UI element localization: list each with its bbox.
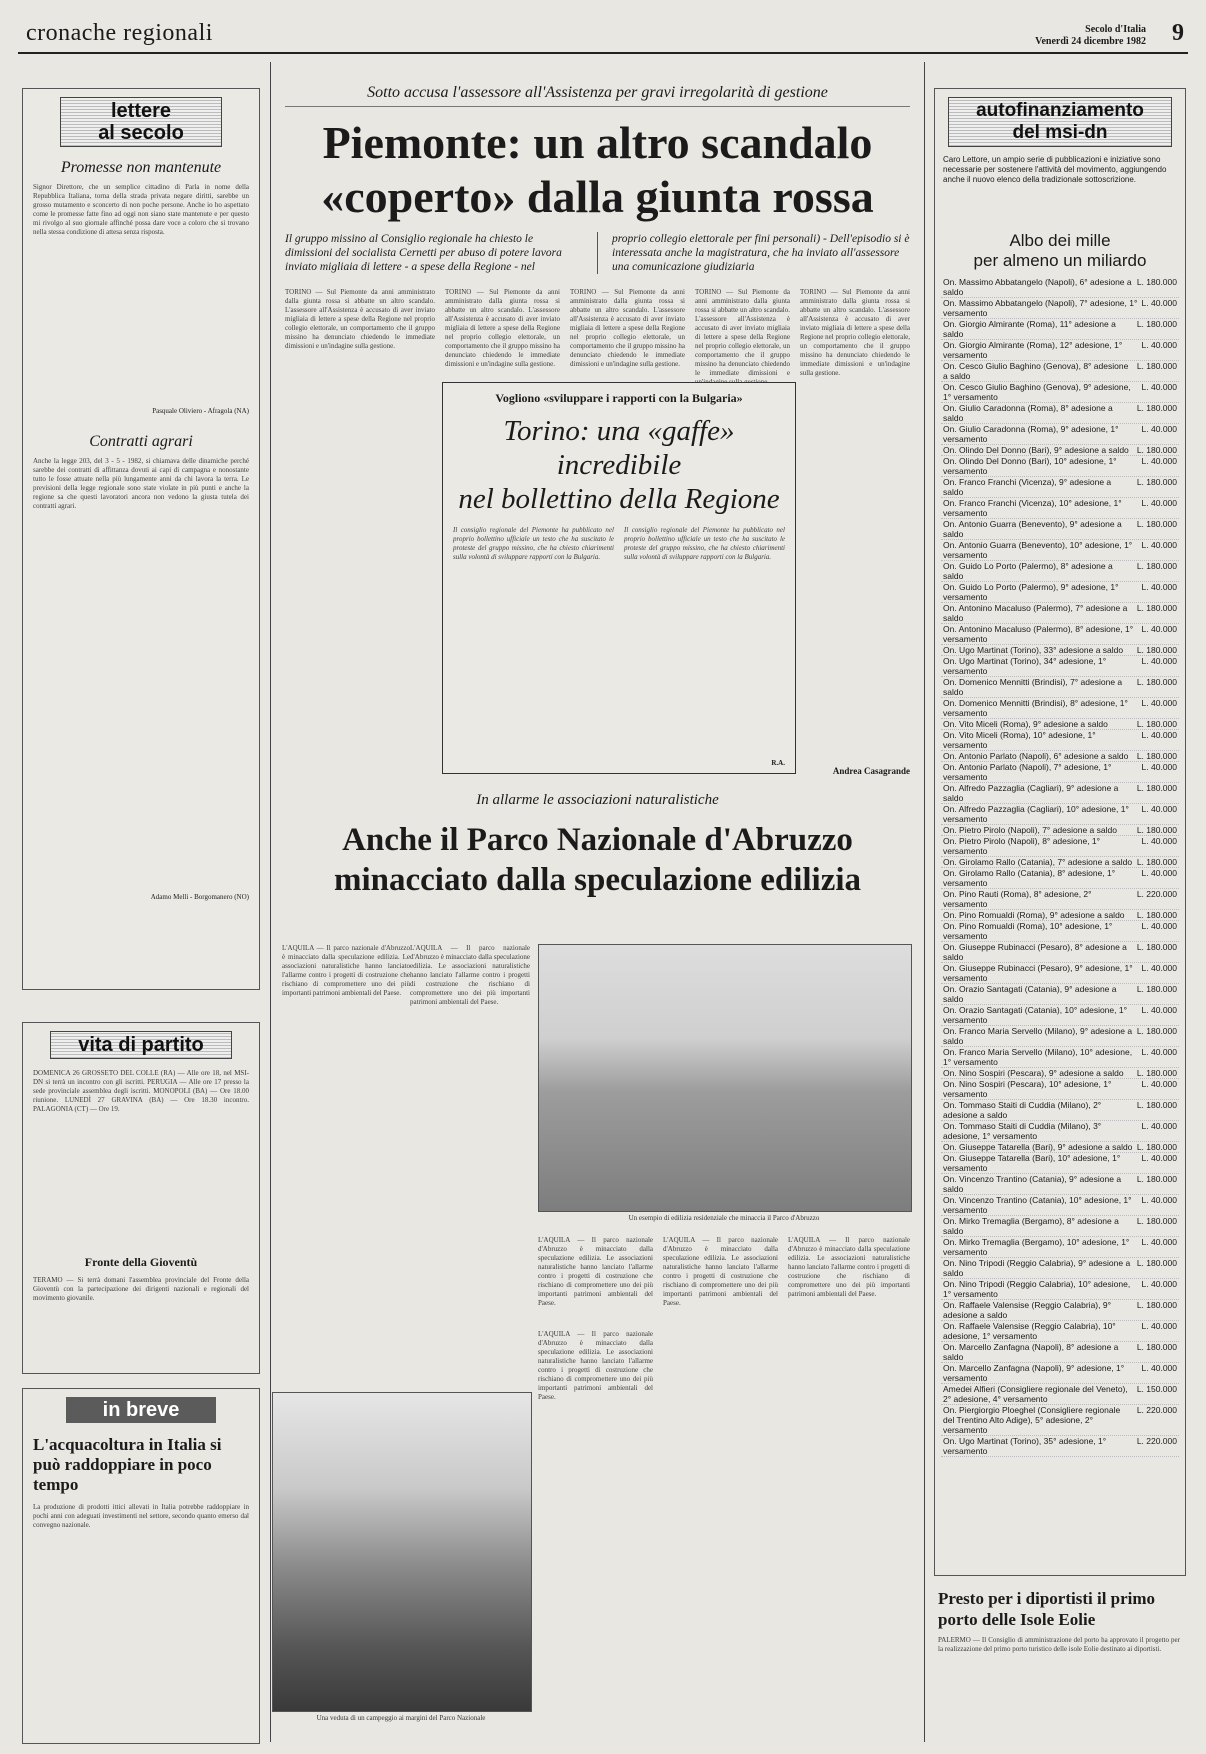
donor-name: On. Cesco Giulio Baghino (Genova), 9° adesione, 1° versamento: [943, 382, 1131, 402]
donor-row: [941, 1121, 1179, 1142]
main-headline-line1: Piemonte: un altro scandalo: [322, 117, 873, 168]
parco-col1: L'AQUILA — Il parco nazionale d'Abruzzo è minacciato dalla speculazione edilizia. Le associazioni naturalistiche hanno lanciato l'allarme contro i progetti di costruzione che rischiano di compromettere uno dei più importanti patrimoni ambientali del Paese.: [282, 944, 410, 997]
donor-row: [941, 857, 1179, 868]
donor-name: On. Olindo Del Donno (Bari), 10° adesione, 1° versamento: [943, 456, 1117, 476]
bulgaria-body-wrap: [443, 516, 795, 776]
donor-name: On. Vincenzo Trantino (Catania), 9° adesione a saldo: [943, 1174, 1122, 1194]
donor-name: On. Marcello Zanfagna (Napoli), 9° adesione, 1° versamento: [943, 1363, 1125, 1383]
main-summary-left: Il gruppo missino al Consiglio regionale ha chiesto le dimissioni del socialista Cernetti per abuso di potere lavora inviato migliaia di lettere - a spese della Regione - nel: [285, 233, 562, 273]
column-divider-left: [270, 62, 271, 1742]
donor-name: On. Giorgio Almirante (Roma), 11° adesione a saldo: [943, 319, 1116, 339]
donor-row: [941, 1047, 1179, 1068]
letter1-title: Promesse non mantenute: [60, 159, 222, 176]
donor-row: [941, 361, 1179, 382]
donor-amount: L. 180.000: [1136, 319, 1177, 329]
self-financing-section: [934, 88, 1186, 1576]
donor-amount: L. 180.000: [1136, 403, 1177, 413]
donor-amount: L. 40.000: [1141, 762, 1177, 772]
donor-row: [941, 477, 1179, 498]
parco-photo-mountains: [272, 1392, 532, 1712]
letters-header: [60, 97, 222, 147]
donor-name: On. Orazio Santagati (Catania), 10° adesione, 1° versamento: [943, 1005, 1127, 1025]
donor-row: [941, 1384, 1179, 1405]
donor-name: On. Guido Lo Porto (Palermo), 9° adesione, 1° versamento: [943, 582, 1119, 602]
donor-row: [941, 1321, 1179, 1342]
donor-name: On. Nino Tripodi (Reggio Calabria), 9° adesione a saldo: [943, 1258, 1131, 1278]
parco-headline-line1: Anche il Parco Nazionale d'Abruzzo: [342, 822, 853, 858]
donor-amount: L. 180.000: [1136, 361, 1177, 371]
donor-name: On. Ugo Martinat (Torino), 33° adesione a saldo: [943, 645, 1124, 655]
donor-row: [941, 1174, 1179, 1195]
donor-amount: L. 180.000: [1136, 1142, 1177, 1152]
donor-amount: L. 40.000: [1141, 1363, 1177, 1373]
letter2-body: Anche la legge 203, del 3 - 5 - 1982, si chiamava delle dinamiche perché sarebbe dei contratti di affittanza dovuti ai capi di campagna e nonostante tutto le fosse attuate nella più lungamente anni da chi lavora la terra. Le previsioni della legge regionale sono state violate in più punti e anche la regione sa che questi lavoratori ancora non vedono la giusta tutela dei contratti agrari.: [33, 457, 249, 510]
donor-row: [941, 751, 1179, 762]
donor-amount: L. 180.000: [1136, 645, 1177, 655]
donor-name: On. Giuseppe Tatarella (Bari), 9° adesione a saldo: [943, 1142, 1133, 1152]
parco-col6: L'AQUILA — Il parco nazionale d'Abruzzo è minacciato dalla speculazione edilizia. Le associazioni naturalistiche hanno lanciato l'allarme contro i progetti di costruzione che rischiano di compromettere uno dei più importanti patrimoni ambientali del Paese.: [538, 1330, 653, 1401]
donor-amount: L. 180.000: [1136, 1258, 1177, 1268]
donor-name: On. Marcello Zanfagna (Napoli), 8° adesione a saldo: [943, 1342, 1119, 1362]
parco-col3: L'AQUILA — Il parco nazionale d'Abruzzo è minacciato dalla speculazione edilizia. Le associazioni naturalistiche hanno lanciato l'allarme contro i progetti di costruzione che rischiano di compromettere uno dei più importanti patrimoni ambientali del Paese.: [538, 1236, 653, 1307]
donor-name: On. Pino Rauti (Roma), 8° adesione, 2° versamento: [943, 889, 1092, 909]
bulgaria-signature: R.A.: [771, 759, 785, 767]
parco-col5: L'AQUILA — Il parco nazionale d'Abruzzo è minacciato dalla speculazione edilizia. Le associazioni naturalistiche hanno lanciato l'allarme contro i progetti di costruzione che rischiano di compromettere uno dei più importanti patrimoni ambientali del Paese.: [788, 1236, 910, 1298]
donor-name: On. Vito Miceli (Roma), 10° adesione, 1° versamento: [943, 730, 1096, 750]
donor-row: [941, 403, 1179, 424]
donor-amount: L. 40.000: [1141, 1005, 1177, 1015]
donor-row: [941, 1405, 1179, 1436]
albo-title-line2: per almeno un miliardo: [973, 251, 1147, 270]
donor-amount: L. 180.000: [1136, 1100, 1177, 1110]
donor-row: [941, 1237, 1179, 1258]
donor-name: On. Cesco Giulio Baghino (Genova), 8° adesione a saldo: [943, 361, 1129, 381]
letter1-signature: Pasquale Oliviero - Afragola (NA): [152, 407, 249, 415]
donor-row: [941, 698, 1179, 719]
donor-row: [941, 889, 1179, 910]
donor-name: On. Piergiorgio Ploeghel (Consigliere regionale del Trentino Alto Adige), 5° adesione, 2° versamento: [943, 1405, 1121, 1435]
masthead-info: [1035, 24, 1146, 48]
page-number: 9: [1172, 20, 1184, 46]
donor-row: [941, 645, 1179, 656]
donor-row: [941, 730, 1179, 751]
donor-amount: L. 220.000: [1136, 1405, 1177, 1415]
donor-row: [941, 762, 1179, 783]
donor-row: [941, 582, 1179, 603]
donor-amount: L. 180.000: [1136, 677, 1177, 687]
bulgaria-body-col2: Il consiglio regionale del Piemonte ha pubblicato nel proprio bollettino ufficiale un testo che ha suscitato le proteste del gruppo missino, che ha chiesto chiarimenti sulla volontà di sviluppare rapporti con la Bulgaria.: [624, 526, 785, 561]
donor-row: [941, 1363, 1179, 1384]
donor-name: On. Orazio Santagati (Catania), 9° adesione a saldo: [943, 984, 1117, 1004]
donor-name: On. Vito Miceli (Roma), 9° adesione a saldo: [943, 719, 1108, 729]
donor-name: On. Franco Maria Servello (Milano), 9° adesione a saldo: [943, 1026, 1133, 1046]
donor-name: Amedei Alfieri (Consigliere regionale del Veneto), 2° adesione, 4° versamento: [943, 1384, 1128, 1404]
donor-name: On. Nino Sospiri (Pescara), 10° adesione, 1° versamento: [943, 1079, 1112, 1099]
donor-name: On. Girolamo Rallo (Catania), 7° adesione a saldo: [943, 857, 1133, 867]
albo-title-line1: Albo dei mille: [1009, 231, 1111, 250]
donor-amount: L. 180.000: [1136, 910, 1177, 920]
donor-name: On. Giulio Caradonna (Roma), 8° adesione a saldo: [943, 403, 1113, 423]
main-article-signature: Andrea Casagrande: [832, 766, 910, 776]
donor-amount: L. 40.000: [1141, 1195, 1177, 1205]
donor-name: On. Nino Sospiri (Pescara), 9° adesione a saldo: [943, 1068, 1124, 1078]
donor-amount: L. 40.000: [1141, 804, 1177, 814]
donor-row: [941, 624, 1179, 645]
donor-amount: L. 180.000: [1136, 825, 1177, 835]
donor-name: On. Raffaele Valensise (Reggio Calabria), 9° adesione a saldo: [943, 1300, 1111, 1320]
donor-name: On. Giuseppe Tatarella (Bari), 10° adesione, 1° versamento: [943, 1153, 1121, 1173]
donor-row: [941, 319, 1179, 340]
news-brief-headline: L'acquacoltura in Italia si può raddoppiare in poco tempo: [33, 1435, 222, 1494]
donor-row: [941, 1195, 1179, 1216]
donor-name: On. Nino Tripodi (Reggio Calabria), 10° adesione, 1° versamento: [943, 1279, 1131, 1299]
donor-name: On. Alfredo Pazzaglia (Cagliari), 10° adesione, 1° versamento: [943, 804, 1129, 824]
main-summary-right: proprio collegio elettorale per fini personali) - Dell'episodio si è interessata anche la magistratura, che ha inviato all'assessore una comunicazione giudiziaria: [612, 233, 910, 273]
parco-headline-line2: minacciato dalla speculazione edilizia: [333, 862, 862, 898]
main-article-col5: TORINO — Sul Piemonte da anni amministrato dalla giunta rossa si abbatte un altro scandalo. L'assessore all'Assistenza è accusato di aver inviato migliaia di lettere a spese della Regione nel proprio collegio elettorale, un comportamento che il gruppo missino ha denunciato chiedendo le immediate dimissioni e un'indagine sulla gestione.: [800, 288, 910, 377]
donor-name: On. Antonino Macaluso (Palermo), 7° adesione a saldo: [943, 603, 1128, 623]
donor-name: On. Antonio Parlato (Napoli), 7° adesione, 1° versamento: [943, 762, 1112, 782]
donor-row: [941, 984, 1179, 1005]
donor-name: On. Antonino Macaluso (Palermo), 8° adesione, 1° versamento: [943, 624, 1134, 644]
donor-amount: L. 40.000: [1141, 540, 1177, 550]
donor-row: [941, 382, 1179, 403]
donor-amount: L. 40.000: [1141, 921, 1177, 931]
donor-row: [941, 456, 1179, 477]
donor-amount: L. 180.000: [1136, 783, 1177, 793]
donor-row: [941, 942, 1179, 963]
letter2-title: Contratti agrari: [89, 433, 193, 450]
donor-amount: L. 40.000: [1141, 698, 1177, 708]
donor-name: On. Vincenzo Trantino (Catania), 10° adesione, 1° versamento: [943, 1195, 1132, 1215]
youth-front-body: TERAMO — Si terrà domani l'assemblea provinciale del Fronte della Gioventù con la partecipazione dei dirigenti nazionali e regionali del movimento giovanile.: [33, 1276, 249, 1302]
donor-row: [941, 1026, 1179, 1047]
donor-name: On. Pino Romualdi (Roma), 9° adesione a saldo: [943, 910, 1125, 920]
donor-row: [941, 498, 1179, 519]
donor-amount: L. 40.000: [1141, 1279, 1177, 1289]
donor-name: On. Raffaele Valensise (Reggio Calabria), 10° adesione, 1° versamento: [943, 1321, 1116, 1341]
self-financing-header: [948, 97, 1172, 147]
donor-row: [941, 1279, 1179, 1300]
party-life-header: vita di partito: [50, 1031, 232, 1059]
donor-row: [941, 603, 1179, 624]
bulgaria-headline-line1: Torino: una «gaffe» incredibile: [503, 415, 735, 481]
newspaper-name: Secolo d'Italia: [1085, 24, 1146, 35]
issue-date: Venerdì 24 dicembre 1982: [1035, 36, 1146, 47]
donor-name: On. Giulio Caradonna (Roma), 9° adesione, 1° versamento: [943, 424, 1119, 444]
main-headline-line2: «coperto» dalla giunta rossa: [321, 171, 874, 222]
donor-name: On. Alfredo Pazzaglia (Cagliari), 9° adesione a saldo: [943, 783, 1119, 803]
donor-name: On. Franco Franchi (Vicenza), 9° adesione a saldo: [943, 477, 1112, 497]
donor-name: On. Pietro Pirolo (Napoli), 8° adesione, 1° versamento: [943, 836, 1101, 856]
bulgaria-headline-line2: nel bollettino della Regione: [458, 483, 780, 515]
donor-name: On. Massimo Abbatangelo (Napoli), 6° adesione a saldo: [943, 277, 1132, 297]
donor-row: [941, 719, 1179, 730]
news-brief-section: [22, 1388, 260, 1744]
news-brief-body: La produzione di prodotti ittici allevati in Italia potrebbe raddoppiare in pochi anni con adeguati investimenti nel settore, secondo quanto emerso dal convegno nazionale.: [33, 1503, 249, 1529]
donor-amount: L. 40.000: [1141, 1321, 1177, 1331]
donor-row: [941, 804, 1179, 825]
self-financing-intro: Caro Lettore, un ampio serie di pubblicazioni e iniziative sono necessarie per sostenere l'attività del movimento, aggiungendo anche il nuovo elenco della tradizionale sottoscrizione.: [943, 155, 1167, 184]
donor-amount: L. 40.000: [1141, 836, 1177, 846]
main-article-col4: TORINO — Sul Piemonte da anni amministrato dalla giunta rossa si abbatte un altro scandalo. L'assessore all'Assistenza è accusato di aver inviato migliaia di lettere a spese della Regione nel proprio collegio elettorale, un comportamento che il gruppo missino ha denunciato chiedendo le immediate dimissioni e: [695, 288, 790, 377]
donor-row: [941, 921, 1179, 942]
donor-row: [941, 963, 1179, 984]
donor-row: [941, 561, 1179, 582]
donor-amount: L. 40.000: [1141, 963, 1177, 973]
donor-name: On. Giuseppe Rubinacci (Pesaro), 9° adesione, 1° versamento: [943, 963, 1133, 983]
donor-amount: L. 40.000: [1141, 424, 1177, 434]
donor-name: On. Mirko Tremaglia (Bergamo), 8° adesione a saldo: [943, 1216, 1119, 1236]
donor-row: [941, 1216, 1179, 1237]
donor-row: [941, 445, 1179, 456]
donor-amount: L. 180.000: [1136, 942, 1177, 952]
donor-amount: L. 40.000: [1141, 498, 1177, 508]
donor-name: On. Massimo Abbatangelo (Napoli), 7° adesione, 1° versamento: [943, 298, 1138, 318]
main-article-col2: TORINO — Sul Piemonte da anni amministrato dalla giunta rossa si abbatte un altro scandalo. L'assessore all'Assistenza è accusato di aver inviato migliaia di lettere a spese della Regione nel proprio collegio elettorale, un comportamento che il gruppo missino ha denunciato chiedendo le immediate dimissioni e un'indagine sulla gestione.: [445, 288, 560, 368]
diporto-section: [934, 1588, 1184, 1742]
donor-row: [941, 519, 1179, 540]
youth-front-title: Fronte della Gioventù: [84, 1255, 198, 1269]
donor-amount: L. 40.000: [1141, 1079, 1177, 1089]
donor-row: [941, 1300, 1179, 1321]
donor-amount: L. 180.000: [1136, 561, 1177, 571]
donor-name: On. Domenico Mennitti (Brindisi), 7° adesione a saldo: [943, 677, 1123, 697]
donor-amount: L. 40.000: [1141, 582, 1177, 592]
donor-row: [941, 540, 1179, 561]
donor-amount: L. 180.000: [1136, 751, 1177, 761]
donor-row: [941, 825, 1179, 836]
donor-row: [941, 1153, 1179, 1174]
donor-name: On. Mirko Tremaglia (Bergamo), 10° adesione, 1° versamento: [943, 1237, 1130, 1257]
donor-amount: L. 40.000: [1141, 868, 1177, 878]
donor-row: [941, 1258, 1179, 1279]
donor-name: On. Olindo Del Donno (Bari), 9° adesione a saldo: [943, 445, 1129, 455]
donor-name: On. Ugo Martinat (Torino), 35° adesione, 1° versamento: [943, 1436, 1107, 1456]
donor-name: On. Antonio Parlato (Napoli), 6° adesione a saldo: [943, 751, 1129, 761]
main-article-upper: TORINO — Sul Piemonte da anni amministrato dalla giunta rossa si abbatte un altro scandalo. L'assessore all'Assistenza è accusato di aver inviato migliaia di lettere a spese della Regione nel proprio collegio elettorale, un comportamento che il gruppo missino ha denunciato chiedendo le immediate dimissioni e un'indagine sulla gestione.: [285, 288, 435, 350]
party-life-body: DOMENICA 26 GROSSETO DEL COLLE (RA) — Alle ore 18, nel MSI-DN si terrà un incontro con gli iscritti. PERUGIA — Alle ore 17 presso la sede provinciale assemblea degli iscritti. MONOPOLI (BA) — Ore 18.00 riunione. LUNEDÌ 27 GRAVINA (BA) — Ore 18.30 incontro. PALAGONIA (CT) — Ore 19.: [33, 1069, 249, 1113]
donor-amount: L. 180.000: [1136, 1216, 1177, 1226]
donor-name: On. Domenico Mennitti (Brindisi), 8° adesione, 1° versamento: [943, 698, 1128, 718]
donor-amount: L. 40.000: [1141, 1153, 1177, 1163]
donor-row: [941, 1005, 1179, 1026]
donor-amount: L. 40.000: [1141, 1047, 1177, 1057]
parco-headline: [285, 820, 910, 900]
donor-amount: L. 180.000: [1136, 519, 1177, 529]
donor-name: On. Franco Franchi (Vicenza), 10° adesione, 1° versamento: [943, 498, 1122, 518]
news-brief-header: in breve: [66, 1397, 216, 1423]
main-headline: [285, 116, 910, 224]
section-title: cronache regionali: [26, 20, 213, 46]
self-financing-header-line2: del msi-dn: [1012, 122, 1108, 143]
donor-name: On. Giuseppe Rubinacci (Pesaro), 8° adesione a saldo: [943, 942, 1127, 962]
donor-row: [941, 677, 1179, 698]
donor-amount: L. 220.000: [1136, 1436, 1177, 1446]
donor-row: [941, 424, 1179, 445]
donor-amount: L. 180.000: [1136, 1068, 1177, 1078]
parco-kicker: In allarme le associazioni naturalistiche: [476, 792, 719, 808]
header-rule: [18, 52, 1188, 54]
donor-row: [941, 656, 1179, 677]
donor-amount: L. 40.000: [1141, 456, 1177, 466]
donor-amount: L. 180.000: [1136, 1300, 1177, 1310]
donor-row: [941, 340, 1179, 361]
parco-photo-houses: [538, 944, 912, 1212]
donor-amount: L. 220.000: [1136, 889, 1177, 899]
donor-row: [941, 1342, 1179, 1363]
donor-name: On. Girolamo Rallo (Catania), 8° adesione, 1° versamento: [943, 868, 1116, 888]
donor-row: [941, 298, 1179, 319]
main-summary-divider: [597, 232, 598, 274]
donor-amount: L. 180.000: [1136, 445, 1177, 455]
letter1-body: Signor Direttore, che un semplice cittadino di Parla in nome della Repubblica Italiana, torna della strada privata negare diritti, sarebbe un grosso mutamento e sconcerto di non poche persone. Anche io ho aspettato come le promesse fatte fino ad oggi non siano state mantenute e per questo mi rivolgo al suo giornale affinché possa dare voce a coloro che si trovano nella stessa condizione di attesa senza risposta.: [33, 183, 249, 236]
donor-name: On. Franco Maria Servello (Milano), 10° adesione, 1° versamento: [943, 1047, 1133, 1067]
letter2-signature: Adamo Melli - Borgomanero (NO): [150, 893, 249, 901]
donor-row: [941, 277, 1179, 298]
diporto-headline: Presto per i diportisti il primo porto delle Isole Eolie: [938, 1589, 1156, 1629]
donor-name: On. Tommaso Staiti di Cuddia (Milano), 3° adesione, 1° versamento: [943, 1121, 1102, 1141]
donor-row: [941, 1079, 1179, 1100]
donor-name: On. Ugo Martinat (Torino), 34° adesione, 1° versamento: [943, 656, 1107, 676]
bulgaria-box: [442, 382, 796, 774]
donor-name: On. Giorgio Almirante (Roma), 12° adesione, 1° versamento: [943, 340, 1123, 360]
donor-amount: L. 180.000: [1136, 719, 1177, 729]
albo-title: [935, 231, 1185, 271]
donor-amount: L. 40.000: [1141, 1237, 1177, 1247]
bulgaria-headline: [443, 414, 795, 516]
self-financing-header-line1: autofinanziamento: [976, 100, 1144, 121]
donor-amount: L. 40.000: [1141, 624, 1177, 634]
bulgaria-kicker: Vogliono «sviluppare i rapporti con la Bulgaria»: [495, 391, 743, 405]
donor-amount: L. 40.000: [1141, 1121, 1177, 1131]
donor-amount: L. 180.000: [1136, 277, 1177, 287]
main-article-col3: TORINO — Sul Piemonte da anni amministrato dalla giunta rossa si abbatte un altro scandalo. L'assessore all'Assistenza è accusato di aver inviato migliaia di lettere a spese della Regione nel proprio collegio elettorale, un comportamento che il gruppo missino ha denunciato chiedendo le immediate dimissioni e un'indagine sulla gestione.: [570, 288, 685, 368]
letters-header-line2: al secolo: [98, 122, 184, 144]
donor-amount: L. 40.000: [1141, 298, 1177, 308]
parco-photo-houses-caption: Un esempio di edilizia residenziale che minaccia il Parco d'Abruzzo: [628, 1214, 820, 1222]
bulgaria-body-col1: Il consiglio regionale del Piemonte ha pubblicato nel proprio bollettino ufficiale un testo che ha suscitato le proteste del gruppo missino, che ha chiesto chiarimenti sulla volontà di sviluppare rapporti con la Bulgaria.: [453, 526, 614, 561]
donor-amount: L. 180.000: [1136, 1342, 1177, 1352]
donor-list: [935, 277, 1185, 1457]
donor-amount: L. 40.000: [1141, 656, 1177, 666]
letters-header-line1: lettere: [110, 100, 172, 122]
donor-row: [941, 1436, 1179, 1457]
main-kicker: Sotto accusa l'assessore all'Assistenza per gravi irregolarità di gestione: [285, 84, 910, 107]
donor-row: [941, 1068, 1179, 1079]
donor-row: [941, 910, 1179, 921]
column-divider-right: [924, 62, 925, 1742]
donor-amount: L. 180.000: [1136, 984, 1177, 994]
main-summary: [285, 232, 910, 274]
parco-col4: L'AQUILA — Il parco nazionale d'Abruzzo è minacciato dalla speculazione edilizia. Le associazioni naturalistiche hanno lanciato l'allarme contro i progetti di costruzione che rischiano di compromettere uno dei più importanti patrimoni ambientali del Paese.: [663, 1236, 778, 1307]
donor-amount: L. 180.000: [1136, 1174, 1177, 1184]
donor-amount: L. 180.000: [1136, 1026, 1177, 1036]
donor-amount: L. 40.000: [1141, 730, 1177, 740]
donor-row: [941, 868, 1179, 889]
donor-amount: L. 180.000: [1136, 603, 1177, 613]
party-life-section: [22, 1022, 260, 1374]
donor-row: [941, 836, 1179, 857]
parco-photo-mountains-caption: Una veduta di un campeggio ai margini del Parco Nazionale: [316, 1714, 486, 1722]
donor-row: [941, 1142, 1179, 1153]
donor-name: On. Guido Lo Porto (Palermo), 8° adesione a saldo: [943, 561, 1113, 581]
donor-amount: L. 180.000: [1136, 477, 1177, 487]
donor-amount: L. 40.000: [1141, 382, 1177, 392]
donor-name: On. Antonio Guarra (Benevento), 9° adesione a saldo: [943, 519, 1122, 539]
donor-name: On. Pino Romualdi (Roma), 10° adesione, 1° versamento: [943, 921, 1113, 941]
donor-row: [941, 783, 1179, 804]
donor-name: On. Antonio Guarra (Benevento), 10° adesione, 1° versamento: [943, 540, 1133, 560]
donor-amount: L. 150.000: [1136, 1384, 1177, 1394]
donor-name: On. Pietro Pirolo (Napoli), 7° adesione a saldo: [943, 825, 1117, 835]
donor-name: On. Tommaso Staiti di Cuddia (Milano), 2° adesione a saldo: [943, 1100, 1102, 1120]
donor-amount: L. 40.000: [1141, 340, 1177, 350]
donor-row: [941, 1100, 1179, 1121]
parco-col2: L'AQUILA — Il parco nazionale d'Abruzzo è minacciato dalla speculazione edilizia. Le associazioni naturalistiche hanno lanciato l'allarme contro i progetti di costruzione che rischiano di compromettere uno dei più importanti patrimoni ambientali del Paese.: [410, 944, 530, 1006]
donor-amount: L. 180.000: [1136, 857, 1177, 867]
diporto-body: PALERMO — Il Consiglio di amministrazione del porto ha approvato il progetto per la realizzazione del primo porto turistico delle isole Eolie destinato ai diportisti.: [938, 1636, 1180, 1653]
letters-section: [22, 88, 260, 990]
